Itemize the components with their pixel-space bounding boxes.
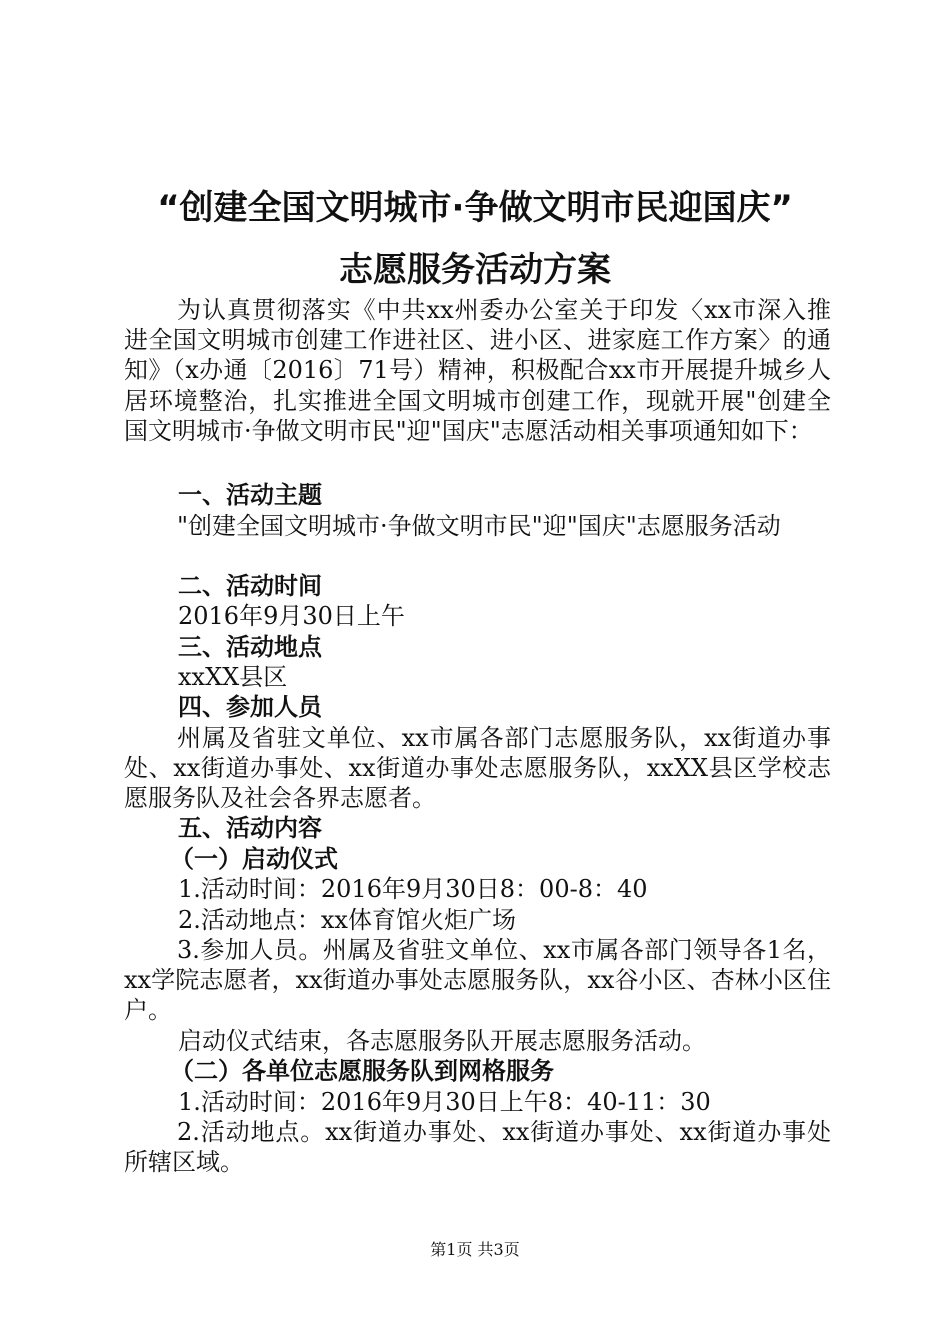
grid-service-location-item: 2.活动地点。xx街道办事处、xx街道办事处、xx街道办事处所辖区域。 bbox=[124, 1118, 831, 1177]
section-body-participants: 州属及省驻文单位、xx市属各部门志愿服务队，xx街道办事处、xx街道办事处、xx街道办事处志愿服务队，xxXX县区学校志愿服务队及社会各界志愿者。 bbox=[124, 724, 831, 813]
section-heading-theme: 一、活动主题 bbox=[178, 481, 322, 509]
grid-service-time-item: 1.活动时间：2016年9月30日上午8：40-11：30 bbox=[178, 1088, 711, 1116]
section-heading-time: 二、活动时间 bbox=[178, 572, 322, 600]
document-title-line-2: 志愿服务活动方案 bbox=[339, 250, 611, 290]
section-body-theme: "创建全国文明城市·争做文明市民"迎"国庆"志愿服务活动 bbox=[177, 512, 781, 540]
launch-time-item: 1.活动时间：2016年9月30日8：00-8：40 bbox=[178, 875, 648, 903]
subsection-heading-grid-service: （二）各单位志愿服务队到网格服务 bbox=[170, 1057, 554, 1085]
launch-note: 启动仪式结束，各志愿服务队开展志愿服务活动。 bbox=[178, 1027, 706, 1055]
section-body-location: xxXX县区 bbox=[178, 663, 288, 691]
launch-participants-item: 3.参加人员。州属及省驻文单位、xx市属各部门领导各1名，xx学院志愿者，xx街道办事处志愿服务队，xx谷小区、杏林小区住户。 bbox=[124, 936, 831, 1025]
page-footer: 第1页 共3页 bbox=[430, 1240, 520, 1259]
section-heading-location: 三、活动地点 bbox=[178, 633, 322, 661]
intro-paragraph: 为认真贯彻落实《中共xx州委办公室关于印发〈xx市深入推进全国文明城市创建工作进社区、进小区、进家庭工作方案〉的通知》（x办通〔2016〕71号）精神，积极配合xx市开展提升城乡人居环境整治，扎实推进全国文明城市创建工作，现就开展"创建全国文明城市·争做文明市民"迎"国庆"志愿活动相关事项通知如下： bbox=[124, 296, 831, 445]
launch-location-item: 2.活动地点：xx体育馆火炬广场 bbox=[178, 906, 516, 934]
document-title-line-1: “创建全国文明城市·争做文明市民迎国庆” bbox=[157, 188, 793, 228]
section-heading-content: 五、活动内容 bbox=[178, 814, 322, 842]
subsection-heading-launch-ceremony: （一）启动仪式 bbox=[170, 845, 338, 873]
section-body-time: 2016年9月30日上午 bbox=[178, 602, 405, 630]
section-heading-participants: 四、参加人员 bbox=[178, 693, 322, 721]
